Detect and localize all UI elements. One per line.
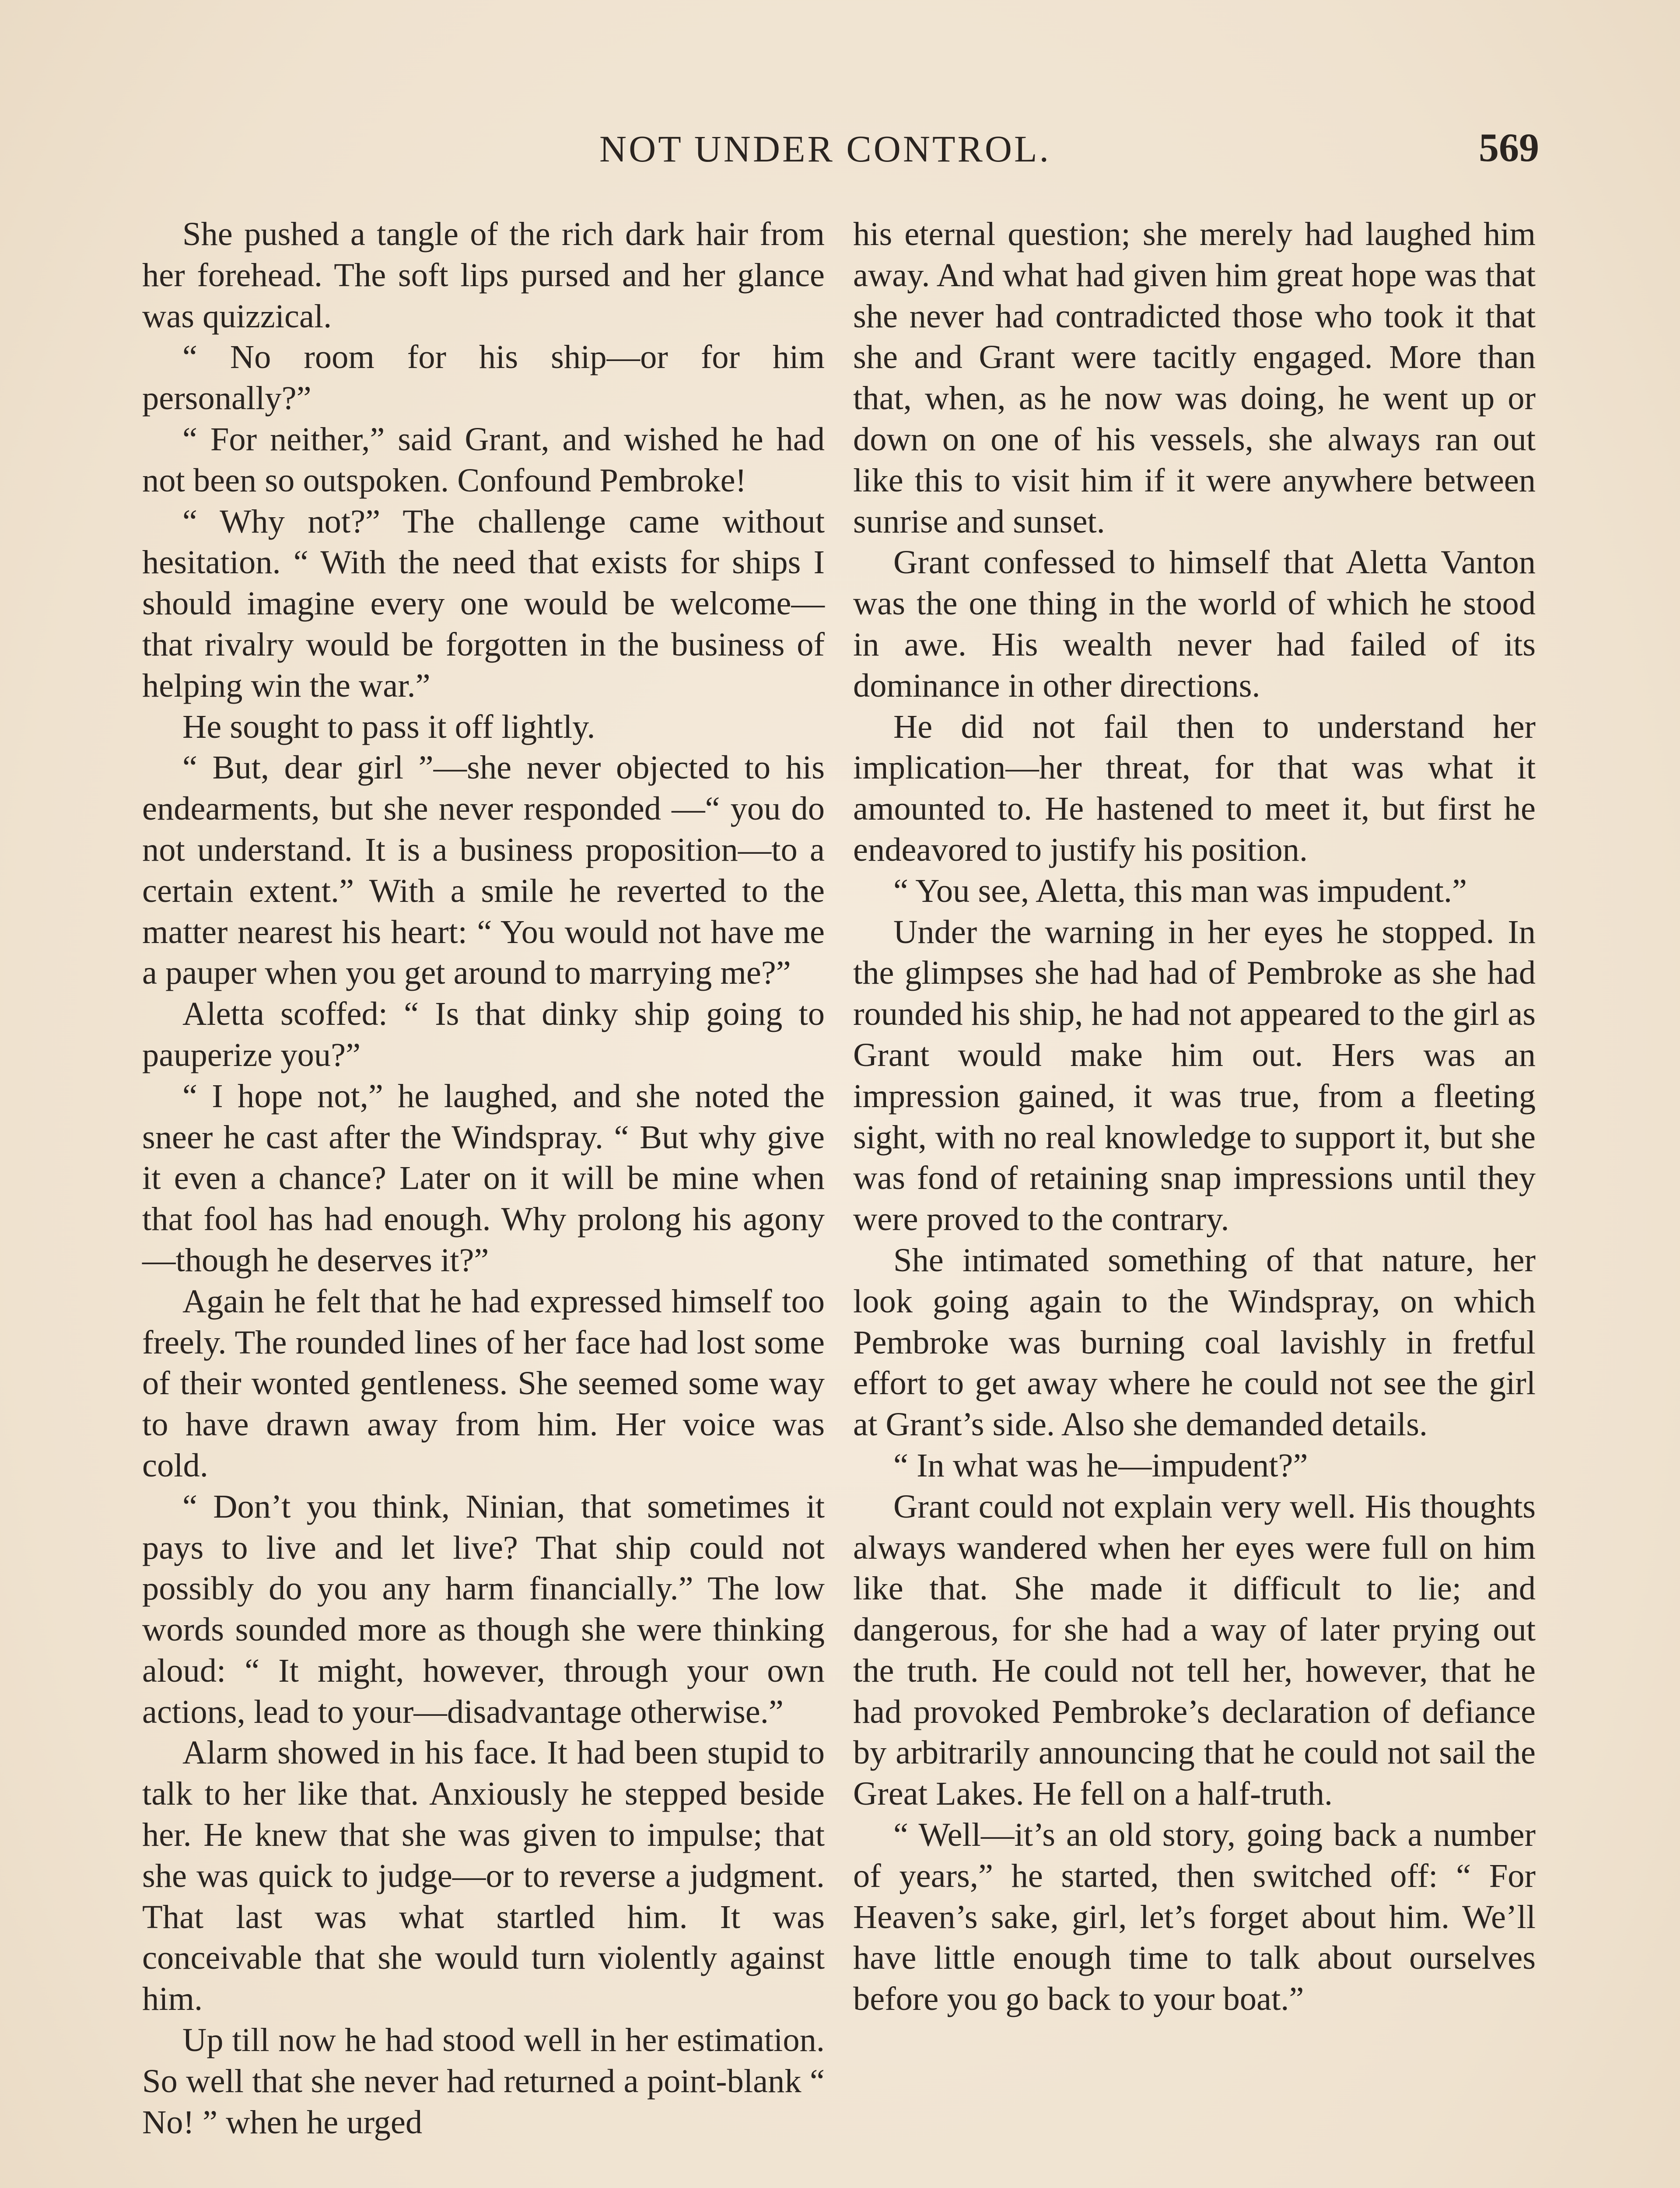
paragraph: He sought to pass it off lightly. [182,708,595,745]
paragraph: “ For neither,” said Grant, and wished he had not been so outspoken. Confound Pembroke! [142,420,825,499]
paragraph-continuation: his eternal question; she merely had laughed him away. And what had given him great hope was that she never had contradicted those who took it that she and Grant were tacitly engaged. More than that, when, as he now was doing, he went up or down on one of his vessels, she always ran out like this to visit him if it were anywhere between sunrise and sunset. [853,215,1536,540]
paragraph: “ In what was he—impudent?” [893,1446,1308,1484]
paragraph: Up till now he had stood well in her estimation. So well that she never had returned a point-blank “ No! ” when he urged [142,2021,825,2141]
paragraph: He did not fail then to understand her implication—her threat, for that was what it amounted to. He hastened to meet it, but first he endeavored to justify his position. [853,708,1536,868]
paragraph: “ But, dear girl ”—she never objected to his endearments, but she never responded —“ you do not understand. It is a business proposition—to a certain extent.” With a smile he reverted to the matter nearest his heart: “ You would not have me a pauper when you get around to marrying me?” [142,749,825,992]
paragraph: Again he felt that he had expressed himself too freely. The rounded lines of her face had lost some of their wonted gentleness. She seemed some way to have drawn away from him. Her voice was cold. [142,1282,825,1484]
paragraph: “ Why not?” The challenge came without hesitation. “ With the need that exists for ships I should imagine every one would be welcome—that rivalry would be forgotten in the business of helping win the war.” [142,502,825,704]
paragraph: “ You see, Aletta, this man was impudent.” [893,872,1467,909]
paragraph: Under the warning in her eyes he stopped. In the glimpses she had had of Pembroke as she had rounded his ship, he had not appeared to the girl as Grant would make him out. Hers was an impression gained, it was true, from a fleeting sight, with no real knowledge to support it, but she was fond of retaining snap impressions until they were proved to the contrary. [853,913,1536,1238]
paragraph: Grant confessed to himself that Aletta Vanton was the one thing in the world of which he stood in awe. His wealth never had failed of its dominance in other directions. [853,543,1536,704]
right-column [853,214,1536,2020]
paragraph: “ Don’t you think, Ninian, that sometimes it pays to live and let live? That ship could not possibly do you any harm financially.” The low words sounded more as though she were thinking aloud: “ It might, however, through your own actions, lead to your—disadvantage otherwise.” [142,1487,825,1730]
paragraph: “ Well—it’s an old story, going back a number of years,” he started, then switched off: “ For Heaven’s sake, girl, let’s forget about him. We’ll have little enough time to talk about ourselves before you go back to your boat.” [853,1816,1536,2018]
paragraph: She intimated something of that nature, her look going again to the Windspray, on which Pembroke was burning coal lavishly in fretful effort to get away where he could not see the girl at Grant’s side. Also she demanded details. [853,1241,1536,1443]
paragraph: “ I hope not,” he laughed, and she noted the sneer he cast after the Windspray. “ But why give it even a chance? Later on it will be mine when that fool has had enough. Why prolong his agony—though he deserves it?” [142,1077,825,1279]
left-column [142,214,825,2142]
paragraph: Aletta scoffed: “ Is that dinky ship going to pauperize you?” [142,995,825,1073]
paragraph: Alarm showed in his face. It had been stupid to talk to her like that. Anxiously he stepped beside her. He knew that she was given to impulse; that she was quick to judge—or to reverse a judgment. That last was what startled him. It was conceivable that she would turn violently against him. [142,1734,825,2018]
paragraph: “ No room for his ship—or for him personally?” [142,338,825,417]
running-title: NOT UNDER CONTROL. [599,128,1051,170]
paragraph: She pushed a tangle of the rich dark hair from her forehead. The soft lips pursed and her glance was quizzical. [142,215,825,335]
page-number: 569 [1479,125,1539,170]
paragraph: Grant could not explain very well. His thoughts always wandered when her eyes were full on him like that. She made it difficult to lie; and dangerous, for she had a way of later prying out the truth. He could not tell her, however, that he had provoked Pembroke’s declaration of defiance by arbitrarily announcing that he could not sail the Great Lakes. He fell on a half-truth. [853,1487,1536,1813]
